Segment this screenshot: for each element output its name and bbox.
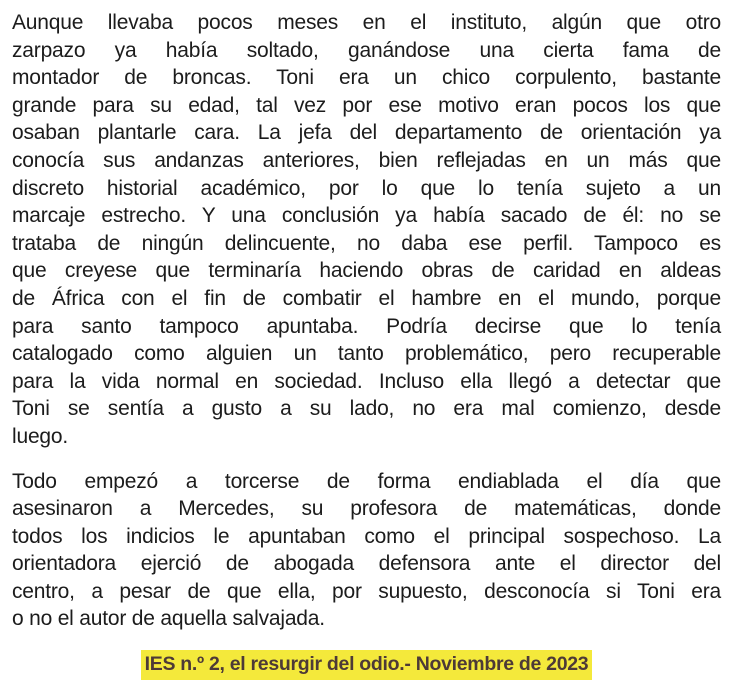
text-line: todos los indicios le apuntaban como el principal sospechoso. La	[12, 524, 721, 548]
text-line: asesinaron a Mercedes, su profesora de matemáticas, donde	[12, 497, 721, 521]
text-line: Toni se sentía a gusto a su lado, no era mal comienzo, desde	[12, 397, 721, 421]
text-line: luego.	[12, 424, 69, 448]
text-line: marcaje estrecho. Y una conclusión ya había sacado de él: no se	[12, 204, 721, 228]
paragraph	[12, 468, 721, 634]
text-line: catalogado como alguien un tanto problemático, pero recuperable	[12, 342, 721, 366]
text-line: discreto historial académico, por lo que lo tenía sujeto a un	[12, 176, 721, 200]
text-line: para santo tampoco apuntaba. Podría decirse que lo tenía	[12, 314, 721, 338]
text-line: osaban plantarle cara. La jefa del departamento de orientación ya	[12, 121, 721, 145]
text-line: grande para su edad, tal vez por ese motivo eran pocos los que	[12, 93, 721, 117]
document-footer	[12, 650, 721, 680]
document-body	[12, 9, 721, 633]
text-line: que creyese que terminaría haciendo obras de caridad en aldeas	[12, 259, 721, 283]
text-line: o no el autor de aquella salvajada.	[12, 607, 325, 631]
text-line: conocía sus andanzas anteriores, bien reflejadas en un más que	[12, 148, 721, 172]
text-line: Aunque llevaba pocos meses en el instituto, algún que otro	[12, 11, 721, 34]
text-line: de África con el fin de combatir el hambre en el mundo, porque	[12, 286, 721, 310]
paragraph	[12, 9, 721, 451]
text-line: montador de broncas. Toni era un chico corpulento, bastante	[12, 66, 721, 90]
text-line: Todo empezó a torcerse de forma endiablada el día que	[12, 469, 721, 493]
text-line: zarpazo ya había soltado, ganándose una cierta fama de	[12, 38, 721, 62]
text-line: para la vida normal en sociedad. Incluso ella llegó a detectar que	[12, 369, 721, 393]
text-line: centro, a pesar de que ella, por supuesto, desconocía si Toni era	[12, 579, 721, 603]
footer-highlight: IES n.º 2, el resurgir del odio.- Noviembre de 2023	[141, 650, 593, 680]
text-line: trataba de ningún delincuente, no daba ese perfil. Tampoco es	[12, 231, 721, 255]
text-line: orientadora ejerció de abogada defensora ante el director del	[12, 552, 721, 576]
